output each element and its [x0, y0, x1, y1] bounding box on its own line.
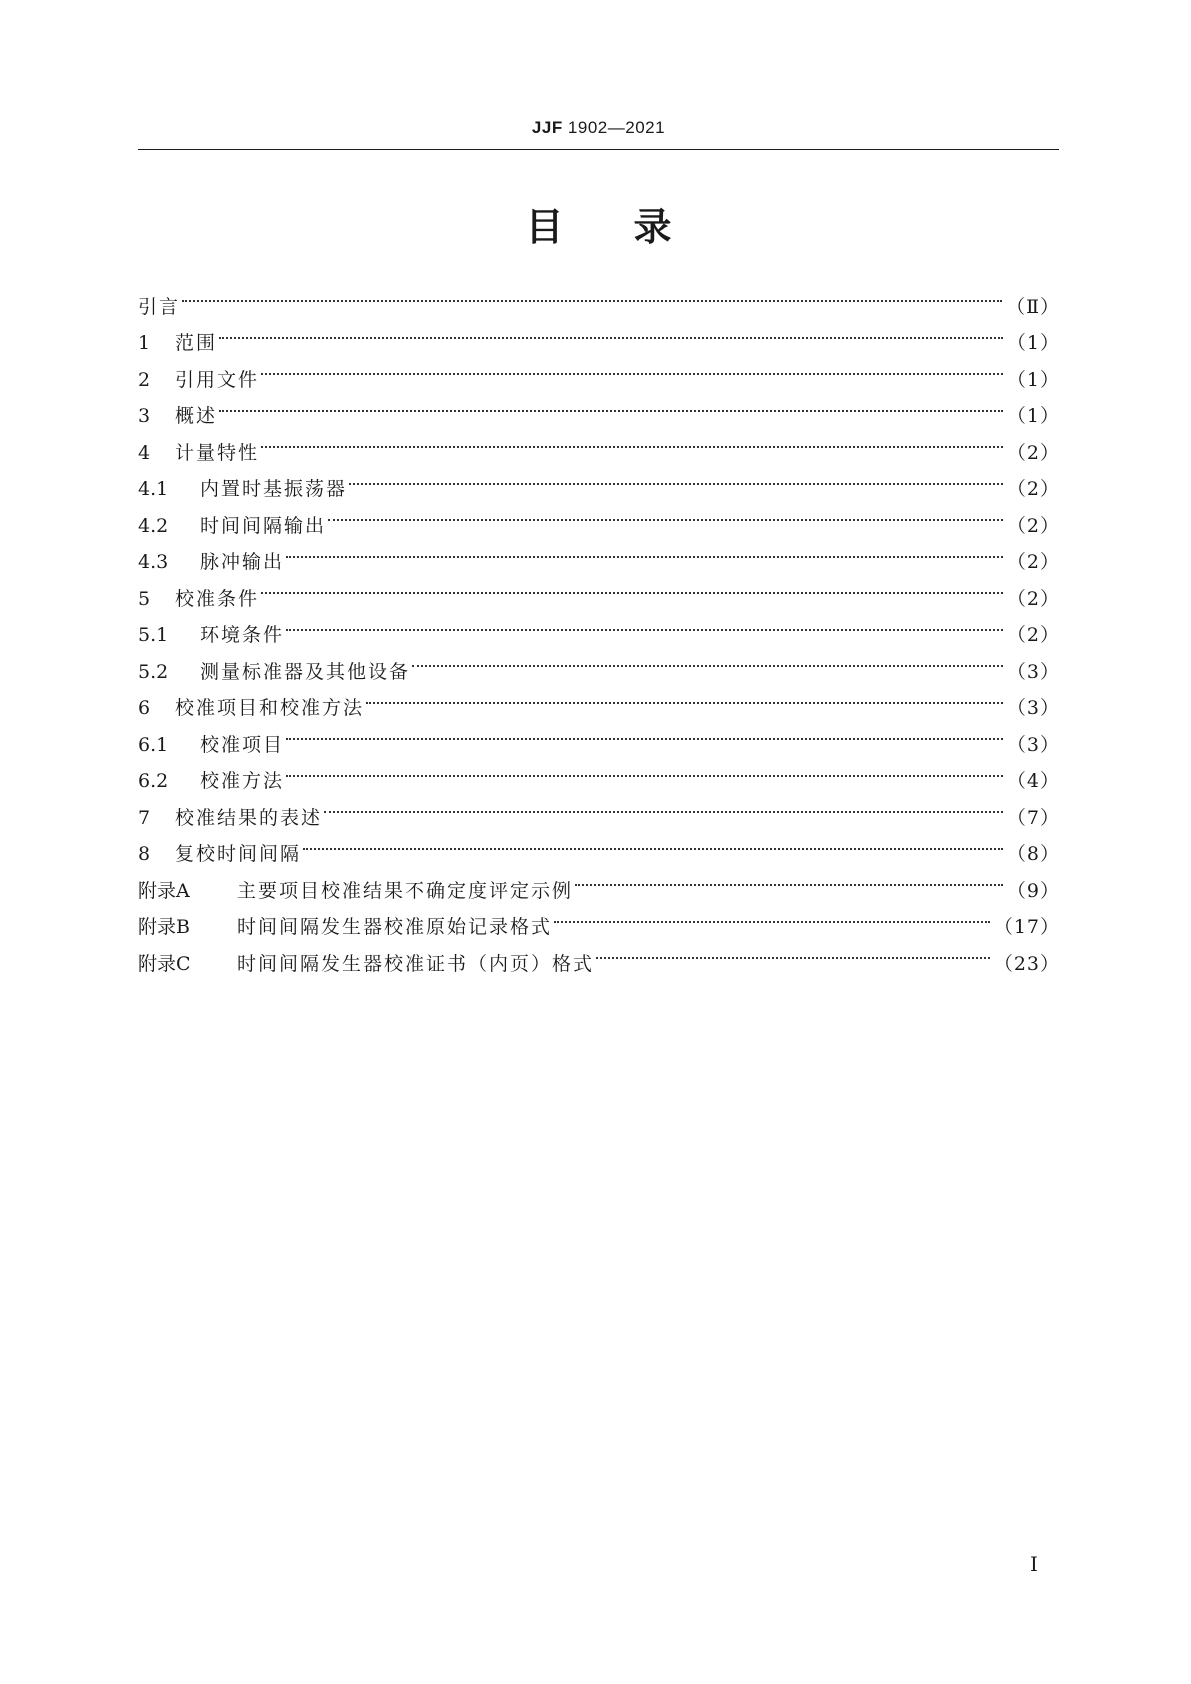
toc-label: 校准项目和校准方法 [175, 697, 365, 719]
toc-page: （3） [1006, 660, 1060, 683]
toc-leader [261, 349, 1003, 386]
toc-leader [286, 714, 1003, 751]
toc-number: 8 [138, 843, 151, 865]
toc-label: 内置时基振荡器 [200, 478, 348, 500]
toc-number: 4.2 [138, 514, 169, 537]
toc-page: （8） [1006, 843, 1060, 865]
toc-label: 时间间隔发生器校准原始记录格式 [237, 916, 553, 938]
toc-entry[interactable] [138, 568, 1060, 610]
toc-entry[interactable] [138, 605, 1060, 646]
document-code-rest: 1902—2021 [562, 118, 666, 137]
toc-page: （17） [993, 916, 1060, 938]
page-title: 目录 [525, 205, 742, 249]
toc-label: 概述 [175, 405, 218, 427]
toc-leader [219, 313, 1003, 350]
toc-number: 1 [138, 332, 151, 354]
toc-page: （1） [1006, 405, 1060, 427]
toc-label: 引言 [138, 295, 181, 318]
toc-label: 校准结果的表述 [175, 806, 323, 829]
toc-entry[interactable] [138, 386, 1060, 427]
toc-entry[interactable] [138, 313, 1060, 354]
toc-leader [575, 860, 1003, 897]
header-rule [138, 149, 1059, 150]
toc-page: （2） [1006, 441, 1060, 464]
toc-number: 附录B [138, 916, 190, 938]
toc-page: （4） [1006, 770, 1060, 792]
toc-number: 附录C [138, 952, 191, 975]
toc-page: （1） [1006, 368, 1060, 391]
toc-leader [412, 641, 1003, 678]
toc-leader [286, 605, 1003, 642]
toc-number: 3 [138, 405, 151, 427]
table-of-contents [138, 276, 1060, 975]
toc-label: 复校时间间隔 [175, 843, 302, 865]
toc-number: 4.1 [138, 478, 169, 500]
toc-label: 主要项目校准结果不确定度评定示例 [237, 879, 574, 902]
toc-number: 6 [138, 697, 151, 719]
page-number: Ⅰ [1030, 1552, 1038, 1576]
toc-label: 校准条件 [175, 587, 260, 610]
toc-label: 时间间隔发生器校准证书（内页）格式 [237, 952, 595, 975]
toc-label: 测量标准器及其他设备 [200, 660, 411, 683]
document-code-prefix: JJF [531, 118, 563, 137]
toc-label: 环境条件 [200, 624, 285, 646]
toc-leader [286, 751, 1003, 788]
toc-leader [349, 459, 1003, 496]
toc-entry[interactable] [138, 422, 1060, 464]
toc-page: （Ⅱ） [1006, 295, 1060, 318]
toc-page: （3） [1006, 697, 1060, 719]
toc-leader [328, 495, 1003, 532]
toc-entry[interactable] [138, 276, 1060, 318]
toc-leader [261, 568, 1003, 605]
toc-page: （23） [993, 952, 1060, 975]
toc-leader [286, 532, 1003, 569]
document-code [138, 118, 1059, 138]
toc-number: 5 [138, 587, 151, 610]
toc-leader [303, 824, 1003, 861]
toc-leader [261, 422, 1003, 459]
toc-page: （9） [1006, 879, 1060, 902]
toc-page: （2） [1006, 587, 1060, 610]
toc-label: 脉冲输出 [200, 551, 285, 573]
toc-number: 5.2 [138, 660, 169, 683]
toc-number: 4.3 [138, 551, 169, 573]
toc-page: （1） [1006, 332, 1060, 354]
toc-leader [219, 386, 1003, 423]
toc-page: （2） [1006, 624, 1060, 646]
toc-page: （2） [1006, 551, 1060, 573]
toc-page: （2） [1006, 514, 1060, 537]
toc-leader [554, 897, 990, 934]
toc-entry[interactable] [138, 349, 1060, 391]
toc-number: 4 [138, 441, 151, 464]
toc-label: 校准项目 [200, 733, 285, 756]
toc-label: 计量特性 [175, 441, 260, 464]
toc-number: 7 [138, 806, 151, 829]
toc-number: 附录A [138, 879, 190, 902]
toc-label: 引用文件 [175, 368, 260, 391]
toc-page: （3） [1006, 733, 1060, 756]
toc-page: （7） [1006, 806, 1060, 829]
toc-leader [366, 678, 1003, 715]
toc-label: 范围 [175, 332, 218, 354]
toc-entry[interactable] [138, 459, 1060, 500]
toc-number: 6.2 [138, 770, 169, 792]
toc-leader [182, 276, 1002, 313]
toc-leader [324, 787, 1003, 824]
toc-number: 5.1 [138, 624, 169, 646]
toc-page: （2） [1006, 478, 1060, 500]
toc-number: 6.1 [138, 733, 169, 756]
toc-number: 2 [138, 368, 151, 391]
toc-label: 时间间隔输出 [200, 514, 327, 537]
toc-leader [596, 933, 990, 970]
toc-label: 校准方法 [200, 770, 285, 792]
